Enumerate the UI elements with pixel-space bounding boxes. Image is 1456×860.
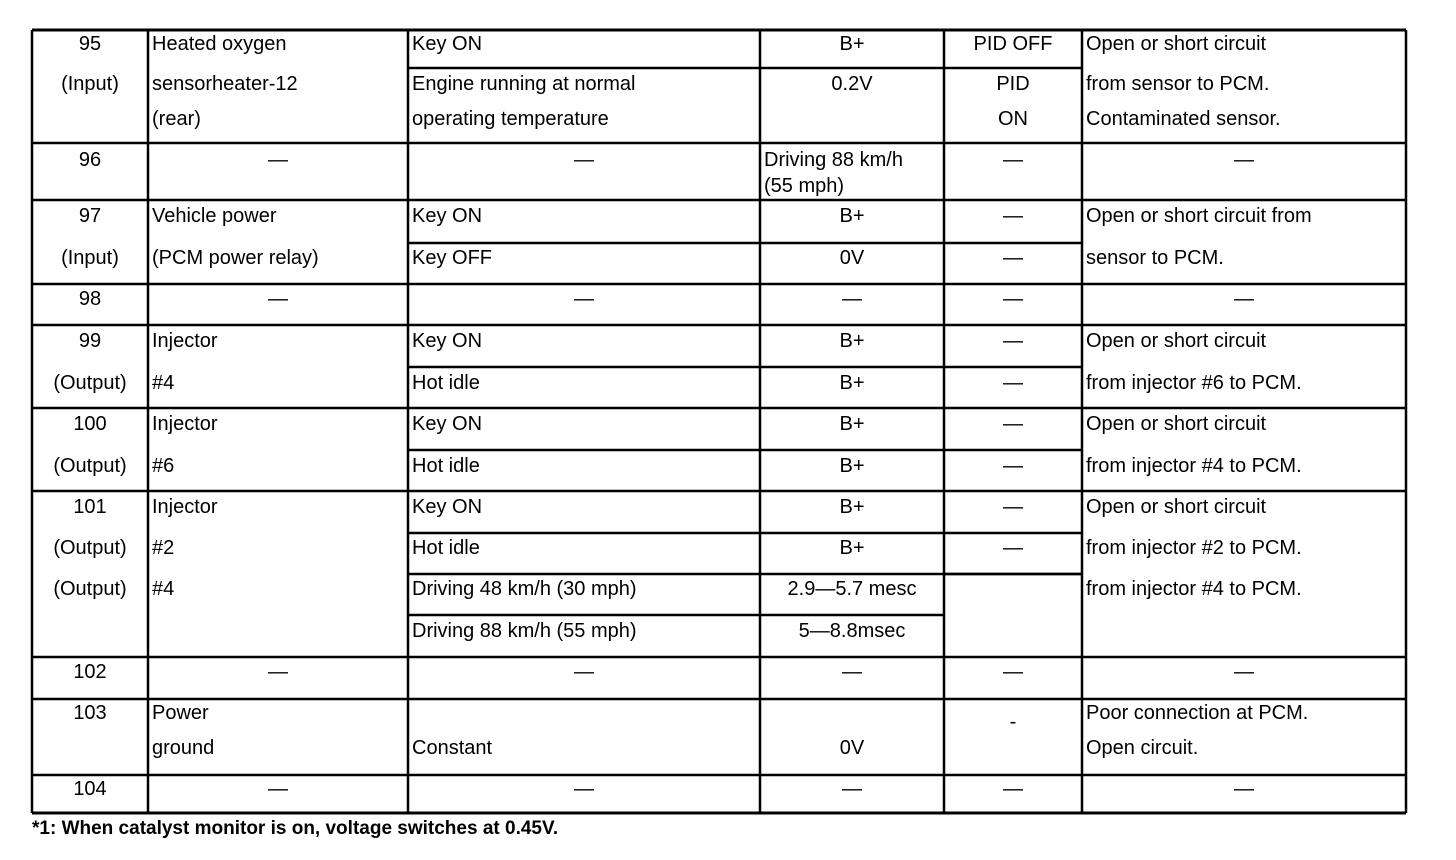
table-cell-text: — (574, 778, 594, 800)
table-cell-text: 95 (78, 33, 102, 55)
table-cell-text: — (1003, 455, 1023, 477)
table-cell-text: — (1003, 537, 1023, 559)
table-cell-text: 101 (73, 496, 107, 518)
table-cell-text: #2 (152, 537, 175, 559)
table-cell-text: Vehicle power (152, 205, 277, 227)
table-cell-text: Driving 88 km/h (764, 149, 903, 171)
table-cell-text: Open or short circuit (1086, 413, 1267, 435)
table-cell-text: (Output) (53, 372, 127, 394)
table-cell-text: — (1003, 247, 1023, 269)
table-cell-text: 0V (839, 737, 865, 759)
table-cell-text: 0V (839, 247, 865, 269)
table-cell-text: from injector #4 to PCM. (1086, 578, 1302, 600)
table-cell-text: Key ON (412, 205, 483, 227)
table-cell-text: operating temperature (412, 108, 609, 130)
table-cell-text: — (842, 288, 862, 310)
table-cell-text: Injector (152, 496, 218, 518)
table-cell-text: Open circuit. (1086, 737, 1199, 759)
table-cell-text: ground (152, 737, 215, 759)
table-cell-text: B+ (839, 330, 865, 352)
table-cell-text: Constant (412, 737, 493, 759)
table-cell-text: Open or short circuit (1086, 33, 1267, 55)
table-cell-text: 98 (78, 288, 102, 310)
table-cell-text: B+ (839, 372, 865, 394)
table-cell-text: #4 (152, 578, 175, 600)
table-cell-text: 103 (73, 702, 107, 724)
table-cell-text: Power (152, 702, 209, 724)
table-cell-text: B+ (839, 205, 865, 227)
table-cell-text: 99 (78, 330, 102, 352)
footnote: *1: When catalyst monitor is on, voltage switches at 0.45V. (32, 818, 559, 839)
table-cell-text: 0.2V (831, 73, 873, 95)
table-cell-text: 104 (73, 778, 107, 800)
table-cell-text: Poor connection at PCM. (1086, 702, 1309, 724)
table-cell-text: — (1003, 330, 1023, 352)
table-cell-text: 2.9—5.7 mesc (787, 578, 917, 600)
table-cell-text: Hot idle (412, 455, 480, 477)
table-cell-text: — (574, 288, 594, 310)
table-cell-text: (Input) (61, 247, 119, 269)
table-cell-text: B+ (839, 455, 865, 477)
table-cell-text: Hot idle (412, 537, 480, 559)
table-cell-text: Open or short circuit (1086, 330, 1267, 352)
table-cell-text: B+ (839, 496, 865, 518)
table-cell-text: Injector (152, 413, 218, 435)
table-cell-text: sensor to PCM. (1086, 247, 1224, 269)
table-cell-text: (rear) (152, 108, 201, 130)
table-cell-text: from injector #6 to PCM. (1086, 372, 1302, 394)
table-cell-text: (PCM power relay) (152, 247, 319, 269)
table-cell-text: Hot idle (412, 372, 480, 394)
table-cell-text: — (268, 778, 288, 800)
table-cell-text: — (1234, 288, 1254, 310)
table-cell-text: PID (996, 73, 1030, 95)
table-cell-text: ON (998, 108, 1028, 130)
table-cell-text: 100 (73, 413, 107, 435)
table-cell-text: — (268, 288, 288, 310)
table-cell-text: — (1234, 661, 1254, 683)
table-cell-text: from sensor to PCM. (1086, 73, 1270, 95)
table-cell-text: (Output) (53, 537, 127, 559)
table-cell-text: PID OFF (973, 33, 1053, 55)
table-cell-text: — (1003, 288, 1023, 310)
table-cell-text: — (1003, 372, 1023, 394)
table-cell-text: Heated oxygen (152, 33, 287, 55)
table-cell-text: 102 (73, 661, 107, 683)
table-cell-text: (Input) (61, 73, 119, 95)
table-cell-text: (Output) (53, 455, 127, 477)
table-cell-text: Driving 48 km/h (30 mph) (412, 578, 637, 600)
table-cell-text: #6 (152, 455, 175, 477)
table-cell-text: (55 mph) (764, 175, 845, 197)
table-cell-text: from injector #2 to PCM. (1086, 537, 1302, 559)
table-cell-text: 96 (78, 149, 102, 171)
table-cell-text: #4 (152, 372, 175, 394)
table-cell-text: Open or short circuit from (1086, 205, 1312, 227)
table-cell-text: Injector (152, 330, 218, 352)
table-cell-text: — (1234, 149, 1254, 171)
table-cell-text: — (268, 149, 288, 171)
table-cell-text: B+ (839, 33, 865, 55)
table-cell-text: (Output) (53, 578, 127, 600)
table-cell-text: - (1009, 711, 1017, 733)
table-cell-text: — (1003, 413, 1023, 435)
table-cell-text: Driving 88 km/h (55 mph) (412, 620, 637, 642)
table-cell-text: Key OFF (412, 247, 493, 269)
table-cell-text: — (1003, 149, 1023, 171)
table-cell-text: Engine running at normal (412, 73, 636, 95)
table-cell-text: sensorheater-12 (152, 73, 298, 95)
table-cell-text: — (574, 661, 594, 683)
table-cell-text: B+ (839, 413, 865, 435)
table-cell-text: — (1003, 496, 1023, 518)
table-cell-text: Key ON (412, 330, 483, 352)
table-cell-text: — (574, 149, 594, 171)
table-cell-text: from injector #4 to PCM. (1086, 455, 1302, 477)
table-cell-text: — (1003, 205, 1023, 227)
table-cell-text: — (1003, 661, 1023, 683)
table-cell-text: Key ON (412, 33, 483, 55)
table-cell-text: Key ON (412, 496, 483, 518)
table-cell-text: Contaminated sensor. (1086, 108, 1281, 130)
table-cell-text: Key ON (412, 413, 483, 435)
table-cell-text: 5—8.8msec (798, 620, 906, 642)
table-cell-text: — (1234, 778, 1254, 800)
table-cell-text: — (1003, 778, 1023, 800)
table-cell-text: Open or short circuit (1086, 496, 1267, 518)
table-cell-text: 97 (78, 205, 102, 227)
table-cell-text: — (842, 778, 862, 800)
table-cell-text: — (842, 661, 862, 683)
table-cell-text: B+ (839, 537, 865, 559)
table-cell-text: — (268, 661, 288, 683)
